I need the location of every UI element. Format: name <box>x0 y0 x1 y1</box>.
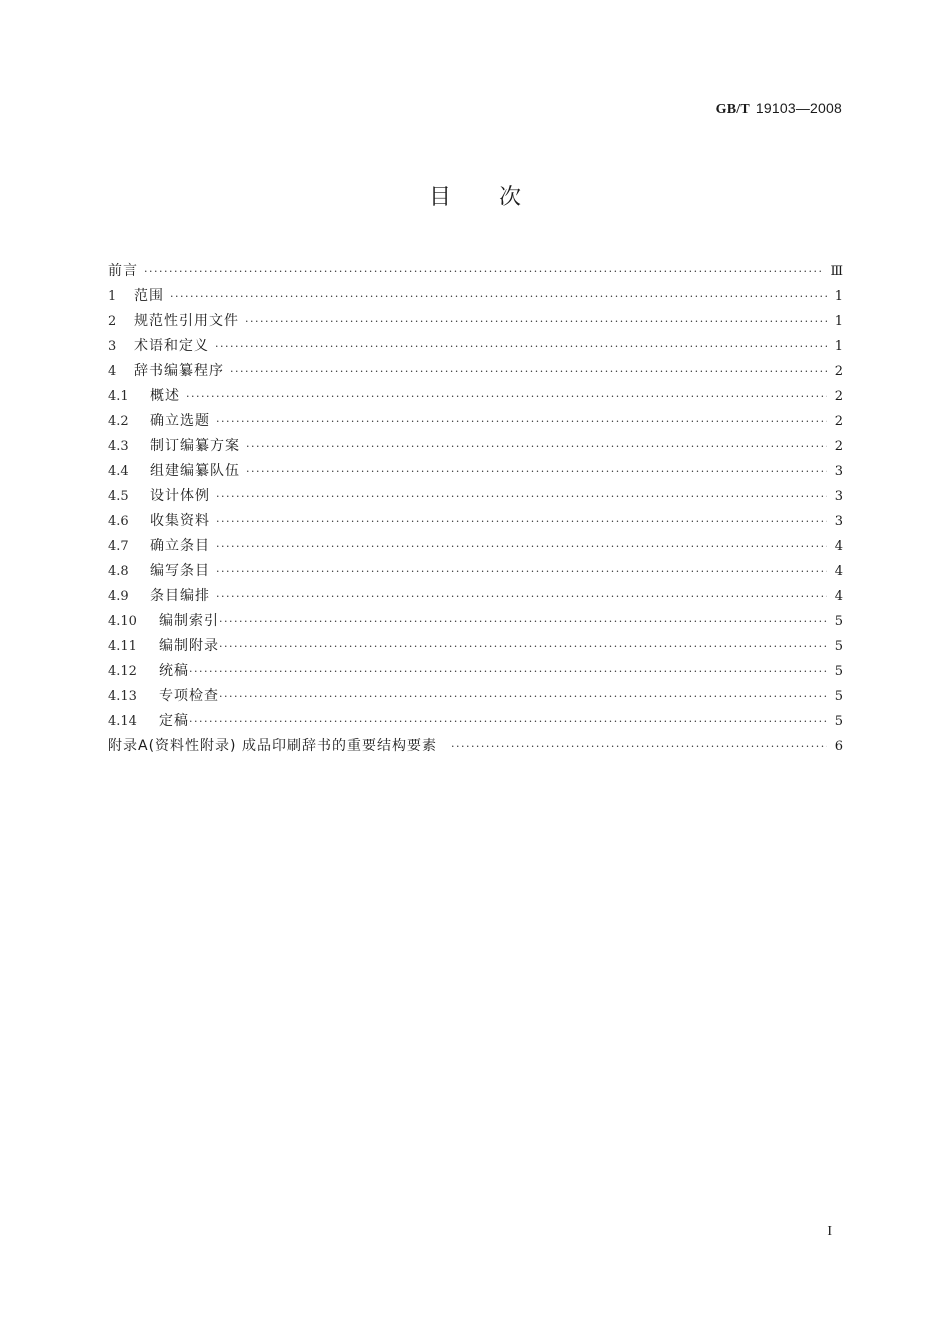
toc-page-number: 1 <box>834 339 843 354</box>
toc-entry[interactable] <box>108 684 843 709</box>
toc-entry[interactable] <box>108 309 843 334</box>
toc-page-number: 3 <box>834 464 843 479</box>
toc-entry-number: 4.5 <box>108 489 129 504</box>
toc-entry-number: 4.4 <box>108 464 129 479</box>
toc-leader-dots <box>219 684 827 709</box>
toc-entry-label: 编制附录 <box>159 638 219 654</box>
toc-leader-dots <box>216 534 827 559</box>
toc-entry-label: 编写条目 <box>150 563 210 579</box>
standard-number-value: 19103—2008 <box>755 100 842 116</box>
toc-entry-label: 确立选题 <box>150 413 210 429</box>
toc-page-number: 4 <box>834 539 843 554</box>
toc-leader-dots <box>189 659 827 684</box>
toc-leader-dots <box>216 584 827 609</box>
toc-entry-label: 术语和定义 <box>134 338 209 354</box>
toc-entry[interactable] <box>108 609 843 634</box>
toc-page-number: 4 <box>834 589 843 604</box>
toc-page-number: 2 <box>834 439 843 454</box>
toc-entry-appendix-a[interactable] <box>108 734 843 759</box>
toc-entry-number: 4.6 <box>108 514 129 529</box>
toc-entry[interactable] <box>108 434 843 459</box>
toc-entry[interactable] <box>108 509 843 534</box>
toc-entry-label: 设计体例 <box>150 488 210 504</box>
toc-entry-number: 1 <box>108 289 117 304</box>
toc-entry-number: 4.12 <box>108 664 137 679</box>
toc-leader-dots <box>451 734 827 759</box>
toc-leader-dots <box>216 509 827 534</box>
toc-entry-label: 附录A(资料性附录) 成品印刷辞书的重要结构要素 <box>108 738 437 754</box>
toc-page-number: 2 <box>834 389 843 404</box>
toc-page-number: 5 <box>834 664 843 679</box>
toc-entry-number: 4.3 <box>108 439 129 454</box>
toc-entry-number: 4.14 <box>108 714 137 729</box>
toc-page-number: 2 <box>834 414 843 429</box>
toc-entry-number: 4.1 <box>108 389 129 404</box>
toc-leader-dots <box>216 559 827 584</box>
toc-leader-dots <box>219 634 827 659</box>
toc-entry-label: 统稿 <box>159 663 189 679</box>
toc-entry-label: 概述 <box>150 388 180 404</box>
toc-entry-number: 4 <box>108 364 117 379</box>
toc-leader-dots <box>170 284 827 309</box>
toc-entry-number: 4.9 <box>108 589 129 604</box>
toc-entry[interactable] <box>108 709 843 734</box>
toc-leader-dots <box>189 709 827 734</box>
toc-entry-preface[interactable] <box>108 259 843 284</box>
toc-entry-label: 专项检查 <box>159 688 219 704</box>
toc-entry[interactable] <box>108 409 843 434</box>
toc-entry-label: 编制索引 <box>159 613 219 629</box>
toc-page-number: 1 <box>834 289 843 304</box>
toc-entry[interactable] <box>108 484 843 509</box>
standard-code: GB/T <box>715 102 750 117</box>
toc-leader-dots <box>216 484 827 509</box>
standard-number <box>716 100 842 118</box>
toc-page-number: 3 <box>834 514 843 529</box>
toc-entry[interactable] <box>108 584 843 609</box>
toc-entry-label: 规范性引用文件 <box>134 313 239 329</box>
toc-page-number: 5 <box>834 714 843 729</box>
toc-entry-number: 3 <box>108 339 117 354</box>
toc-entry[interactable] <box>108 459 843 484</box>
page-number: I <box>827 1224 832 1239</box>
toc-leader-dots <box>215 334 827 359</box>
toc-entry[interactable] <box>108 359 843 384</box>
toc-page-number: 6 <box>834 739 843 754</box>
toc-entry-label: 制订编纂方案 <box>150 438 240 454</box>
toc-entry-label: 条目编排 <box>150 588 210 604</box>
toc-entry-number: 4.11 <box>108 639 137 654</box>
toc-entry-number: 4.8 <box>108 564 129 579</box>
toc-leader-dots <box>230 359 827 384</box>
toc-leader-dots <box>219 609 827 634</box>
toc-entry-number: 4.10 <box>108 614 137 629</box>
toc-leader-dots <box>246 434 827 459</box>
toc-entry[interactable] <box>108 284 843 309</box>
toc-page-number: 2 <box>834 364 843 379</box>
toc-entry[interactable] <box>108 559 843 584</box>
toc-page-number: 5 <box>834 639 843 654</box>
toc-entry[interactable] <box>108 634 843 659</box>
toc-entry[interactable] <box>108 534 843 559</box>
toc-entry-label: 收集资料 <box>150 513 210 529</box>
toc-entry[interactable] <box>108 384 843 409</box>
toc-entry-label: 确立条目 <box>150 538 210 554</box>
toc-page-number: 3 <box>834 489 843 504</box>
toc-entry-number: 4.7 <box>108 539 129 554</box>
toc-leader-dots <box>246 459 827 484</box>
toc-entry-label: 范围 <box>134 288 164 304</box>
toc-entry-number: 4.2 <box>108 414 129 429</box>
toc-entry-label: 定稿 <box>159 713 189 729</box>
toc-leader-dots <box>144 259 824 284</box>
toc-leader-dots <box>216 409 827 434</box>
toc-entry[interactable] <box>108 334 843 359</box>
toc-page-number: 4 <box>834 564 843 579</box>
toc-leader-dots <box>186 384 827 409</box>
toc-entry[interactable] <box>108 659 843 684</box>
page-title: 目次 <box>428 185 569 210</box>
toc-page-number: 5 <box>834 614 843 629</box>
toc-entry-label: 辞书编纂程序 <box>134 363 224 379</box>
toc-page-number: Ⅲ <box>830 264 843 279</box>
toc-page-number: 5 <box>834 689 843 704</box>
toc-leader-dots <box>245 309 827 334</box>
table-of-contents <box>108 259 843 759</box>
toc-entry-label: 前言 <box>108 263 138 279</box>
toc-page-number: 1 <box>834 314 843 329</box>
toc-entry-label: 组建编纂队伍 <box>150 463 240 479</box>
toc-entry-number: 4.13 <box>108 689 137 704</box>
toc-entry-number: 2 <box>108 314 117 329</box>
